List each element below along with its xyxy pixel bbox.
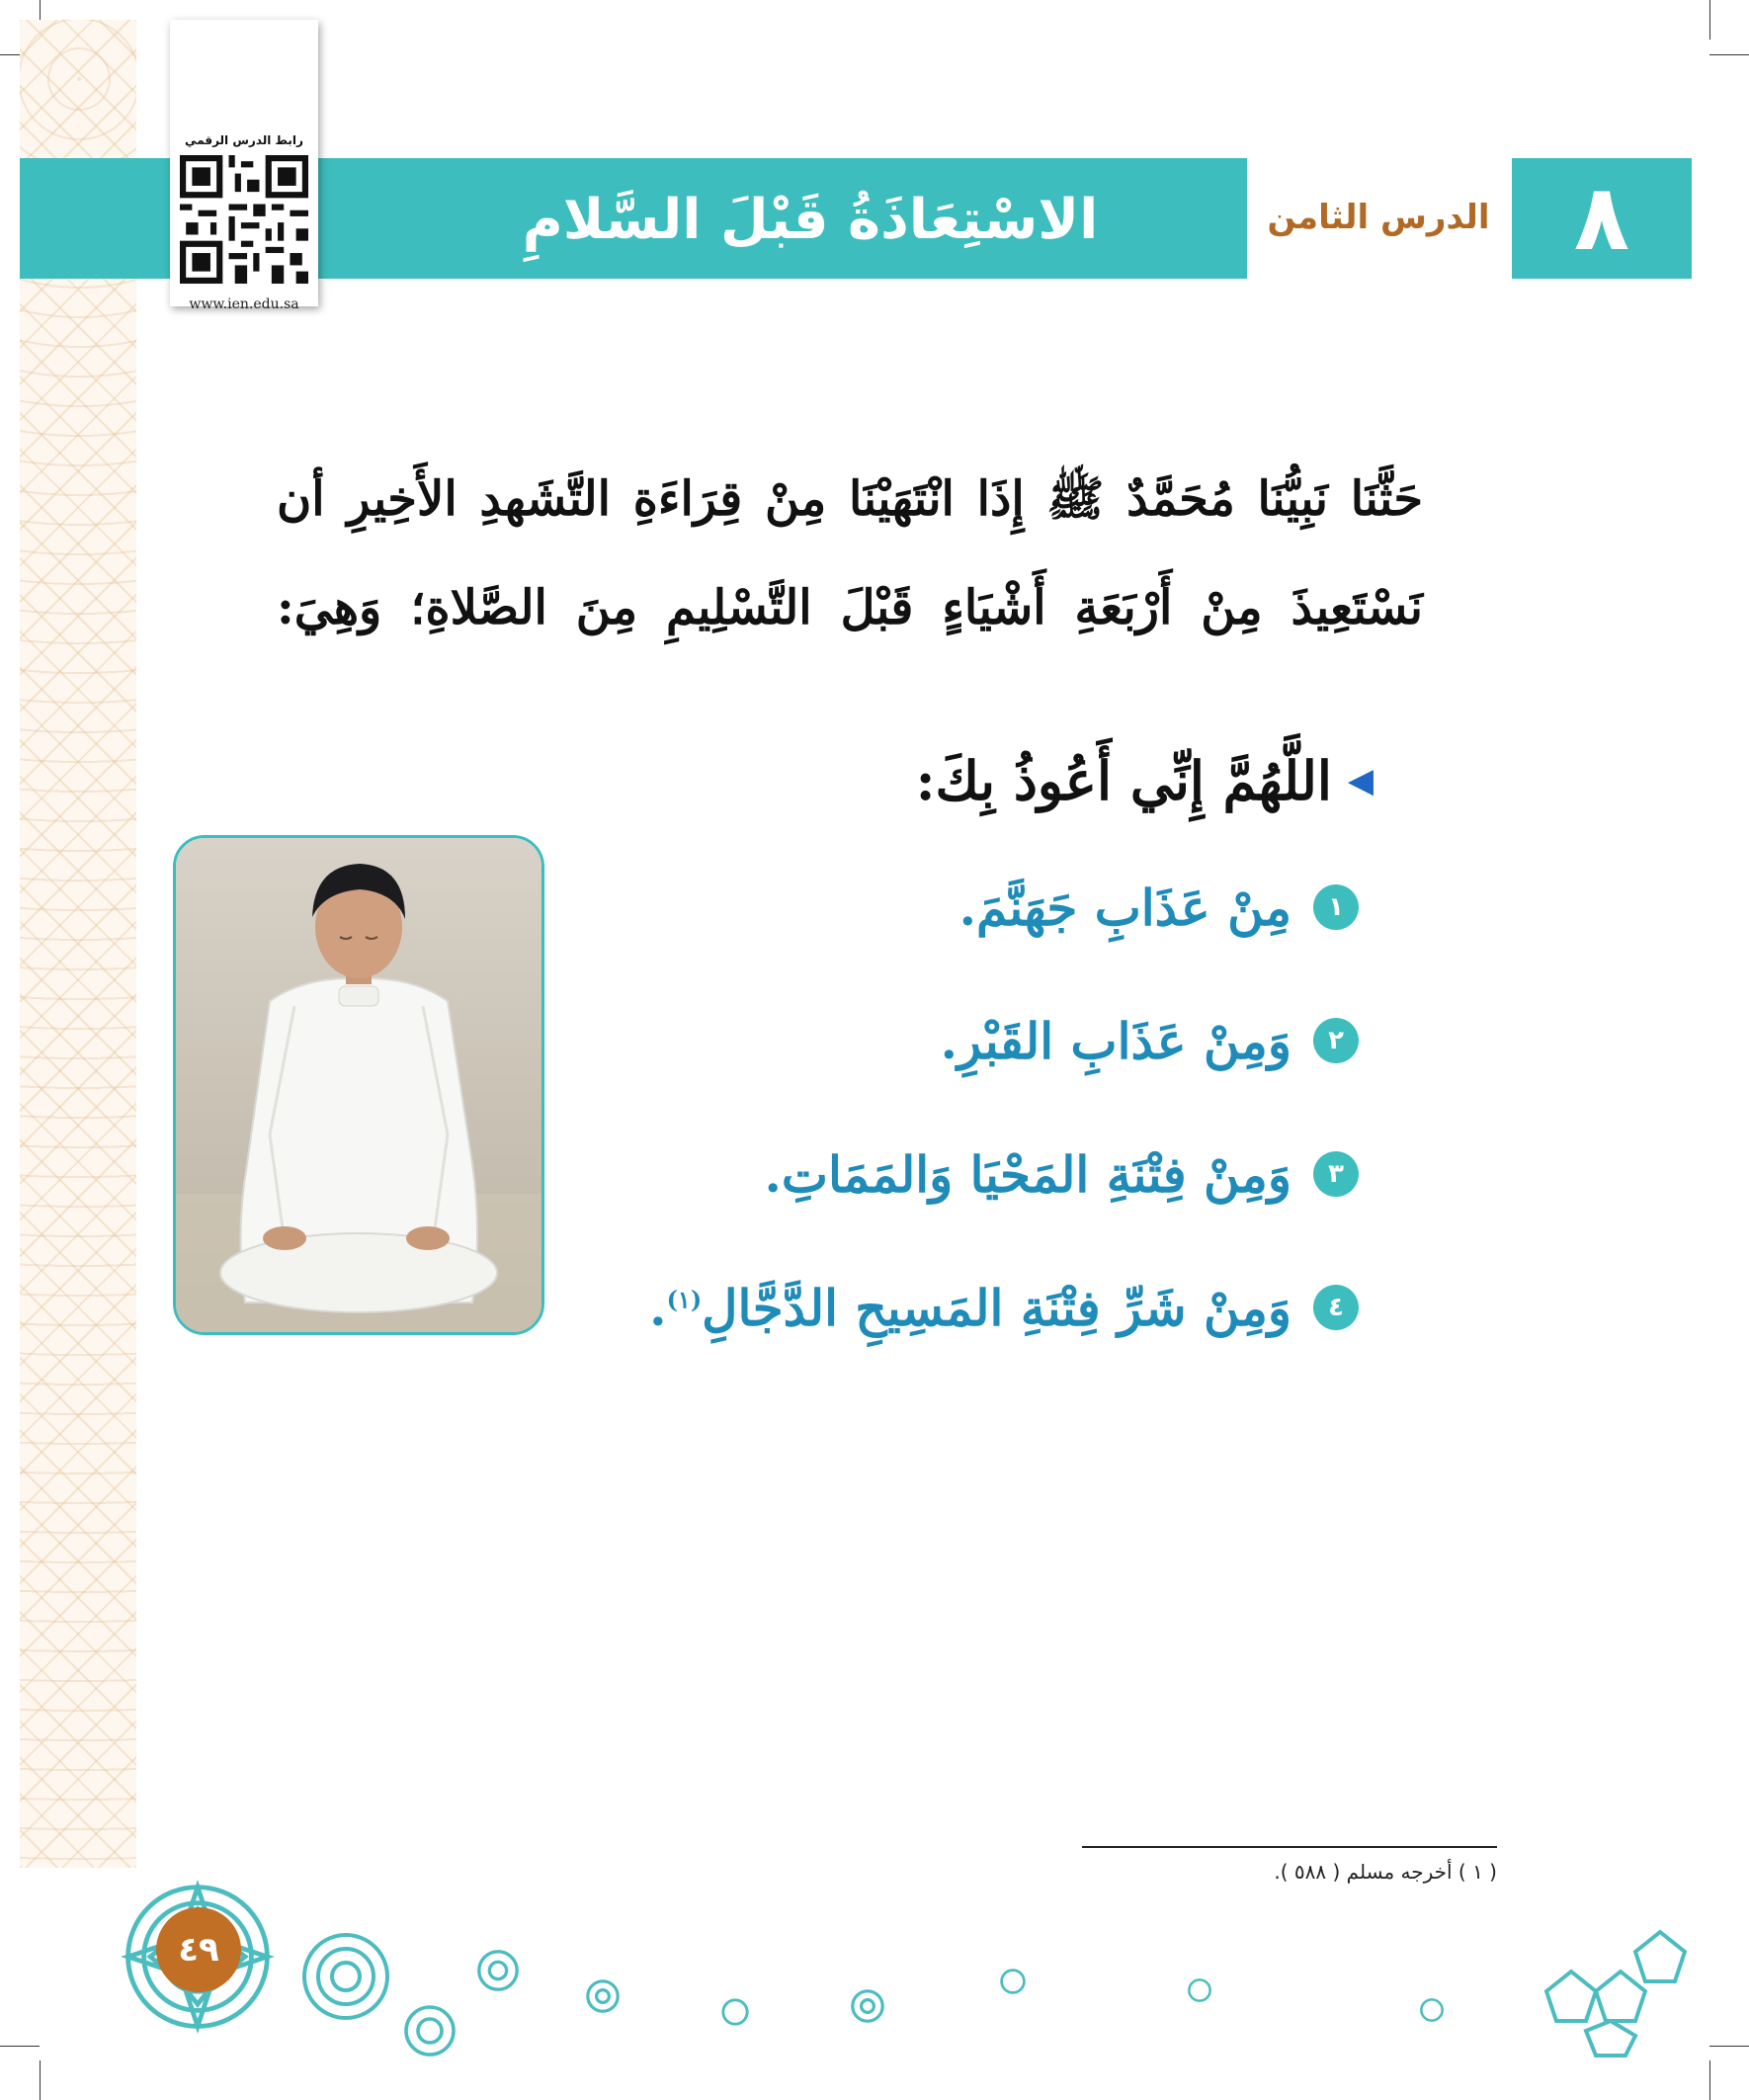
list-item <box>959 863 1359 952</box>
item-text: وَمِنْ عَذَابِ القَبْرِ. <box>940 1011 1291 1070</box>
rosette-decoration-icon <box>583 1976 623 2016</box>
qr-caption: رابط الدرس الرقمي <box>185 133 303 147</box>
intro-paragraph: حَثَّنَا نَبِيُّنَا مُحَمَّدٌ ﷺ إِذَا انْتَهَيْنَا مِنْ قِرَاءَةِ التَّشَهدِ الأَخِيرِ أن نَسْتَعِيذَ مِنْ أَرْبَعَةِ أَشْيَاءٍ قَبْلَ التَّسْلِيمِ مِنَ الصَّلاةِ؛ وَهِيَ: <box>277 471 1424 635</box>
crop-mark <box>0 2046 40 2047</box>
lesson-label: الدرس الثامن <box>1267 198 1490 237</box>
qr-card[interactable] <box>170 20 318 312</box>
footnote-reference[interactable]: (١) <box>666 1284 703 1313</box>
crop-mark <box>1709 0 1710 40</box>
rosette-decoration-icon <box>1418 1996 1446 2024</box>
item-text: وَمِنْ فِتْنَةِ المَحْيَا وَالمَمَاتِ. <box>764 1144 1291 1204</box>
crop-mark <box>40 2060 41 2100</box>
crop-mark <box>1709 2060 1710 2100</box>
footnote-rule <box>1082 1846 1497 1848</box>
rosette-decoration-icon <box>474 1947 522 1994</box>
rosette-decoration-icon <box>998 1967 1028 1996</box>
crop-mark <box>1709 2046 1749 2047</box>
list-item <box>941 996 1359 1085</box>
boy-praying-photo <box>173 835 544 1335</box>
item-number-badge: ٤ <box>1313 1285 1359 1330</box>
rosette-decoration-icon <box>400 2001 459 2060</box>
dua-heading-text: اللَّهُمَّ إِنِّي أَعُوذُ بِكَ: <box>915 749 1332 812</box>
item-number-badge: ٢ <box>1313 1018 1359 1063</box>
lesson-number: ٨ <box>1512 158 1692 279</box>
list-item <box>649 1263 1359 1352</box>
item-text <box>649 1279 1291 1337</box>
footnote-text: ( ١ ) أخرجه مسلم ( ٥٨٨ ). <box>1274 1860 1497 1884</box>
item-text-main: وَمِنْ شَرِّ فِتْنَةِ المَسِيحِ الدَّجَّالِ <box>702 1278 1291 1337</box>
item-number-badge: ٣ <box>1313 1151 1359 1197</box>
rosette-decoration-icon <box>296 1927 395 2026</box>
dua-heading <box>889 736 1374 825</box>
item-text-end: . <box>649 1278 667 1337</box>
rosette-decoration-icon <box>848 1986 887 2026</box>
page-number: ٤٩ <box>156 1907 241 1992</box>
crop-mark <box>1709 54 1749 55</box>
item-number-badge: ١ <box>1313 884 1359 930</box>
decorative-side-pattern <box>20 20 136 1868</box>
lesson-title: الاسْتِعَاذَةُ قَبْلَ السَّلامِ <box>522 188 1099 252</box>
rosette-decoration-icon <box>719 1996 751 2028</box>
list-item <box>764 1130 1359 1218</box>
item-text: مِنْ عَذَابِ جَهَنَّمَ. <box>958 878 1291 937</box>
geometric-corner-decoration-icon <box>1527 1912 1695 2060</box>
rosette-decoration-icon <box>1186 1976 1213 2004</box>
qr-url[interactable]: www.ien.edu.sa <box>189 296 299 312</box>
qr-code-icon[interactable] <box>180 155 308 284</box>
triangle-bullet-icon: ◀ <box>1347 761 1374 800</box>
